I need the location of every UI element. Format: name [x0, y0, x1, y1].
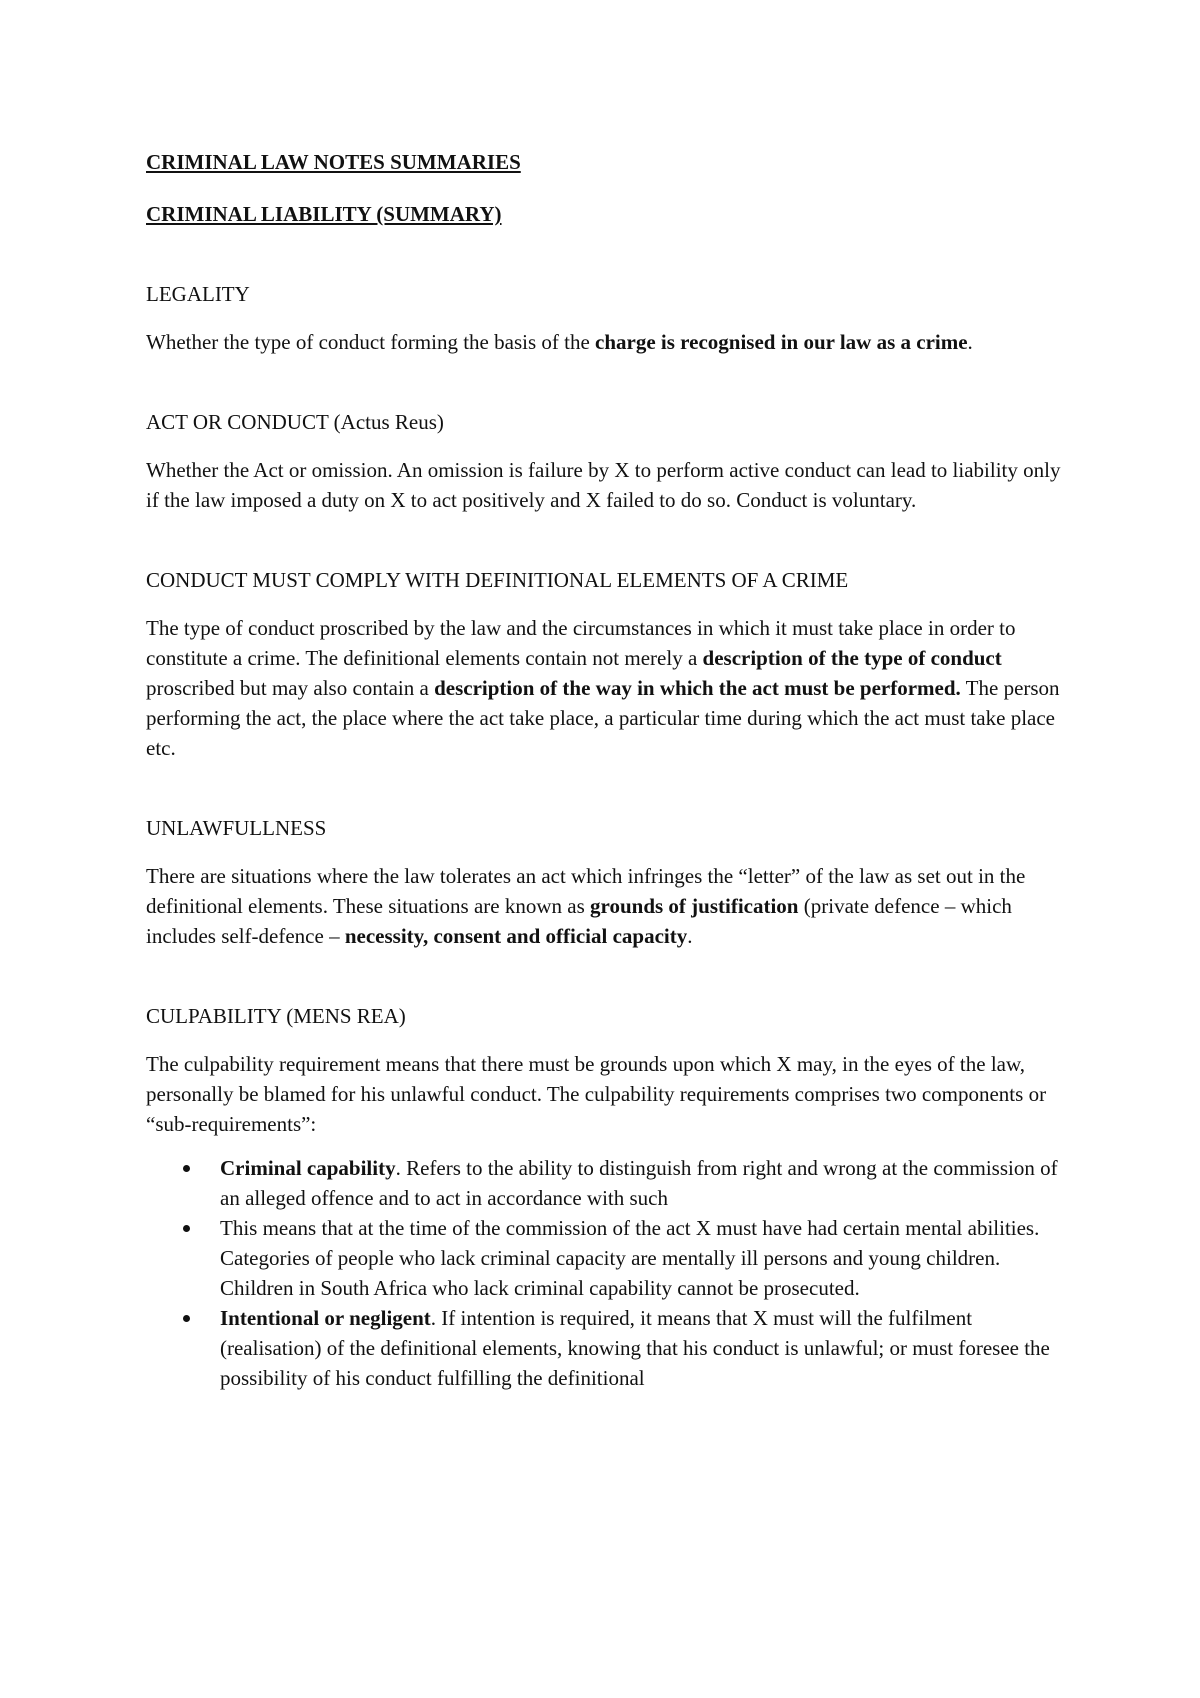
bullet-icon	[183, 1315, 190, 1322]
culpability-heading: CULPABILITY (MENS REA)	[146, 1004, 406, 1028]
document-body	[146, 147, 1076, 1393]
unlawfulness-paragraph: There are situations where the law tolerates an act which infringes the “letter” of the law as set out in the definitional elements. These situations are known as grounds of justification (private defence – which includes self-defence – necessity, consent and official capacity.	[146, 864, 1026, 948]
legality-paragraph: Whether the type of conduct forming the basis of the charge is recognised in our law as a crime.	[146, 330, 973, 354]
culpability-bullet-list	[146, 1153, 1076, 1393]
list-item: This means that at the time of the commission of the act X must have had certain mental abilities. Categories of people who lack criminal capacity are mentally ill persons and young children. Children in South Africa who lack criminal capability cannot be prosecuted.	[146, 1213, 1076, 1303]
document-subtitle: CRIMINAL LIABILITY (SUMMARY)	[146, 202, 502, 226]
unlawfulness-heading: UNLAWFULLNESS	[146, 816, 327, 840]
act-paragraph: Whether the Act or omission. An omission is failure by X to perform active conduct can lead to liability only if the law imposed a duty on X to act positively and X failed to do so. Conduct is voluntary.	[146, 458, 1061, 512]
definitional-heading: CONDUCT MUST COMPLY WITH DEFINITIONAL ELEMENTS OF A CRIME	[146, 568, 849, 592]
bullet-icon	[183, 1165, 190, 1172]
legality-heading: LEGALITY	[146, 282, 250, 306]
act-heading: ACT OR CONDUCT (Actus Reus)	[146, 410, 444, 434]
culpability-paragraph: The culpability requirement means that there must be grounds upon which X may, in the eyes of the law, personally be blamed for his unlawful conduct. The culpability requirements comprises two components or “sub-requirements”:	[146, 1052, 1047, 1136]
definitional-paragraph: The type of conduct proscribed by the law and the circumstances in which it must take place in order to constitute a crime. The definitional elements contain not merely a description of the type of conduct proscribed but may also contain a description of the way in which the act must be performed. The person performing the act, the place where the act take place, a particular time during which the act must take place etc.	[146, 616, 1060, 760]
bullet-icon	[183, 1225, 190, 1232]
list-item: Intentional or negligent. If intention is required, it means that X must will the fulfilment (realisation) of the definitional elements, knowing that his conduct is unlawful; or must foresee the possibility of his conduct fulfilling the definitional	[146, 1303, 1076, 1393]
document-title: CRIMINAL LAW NOTES SUMMARIES	[146, 150, 521, 174]
list-item: Criminal capability. Refers to the ability to distinguish from right and wrong at the commission of an alleged offence and to act in accordance with such	[146, 1153, 1076, 1213]
